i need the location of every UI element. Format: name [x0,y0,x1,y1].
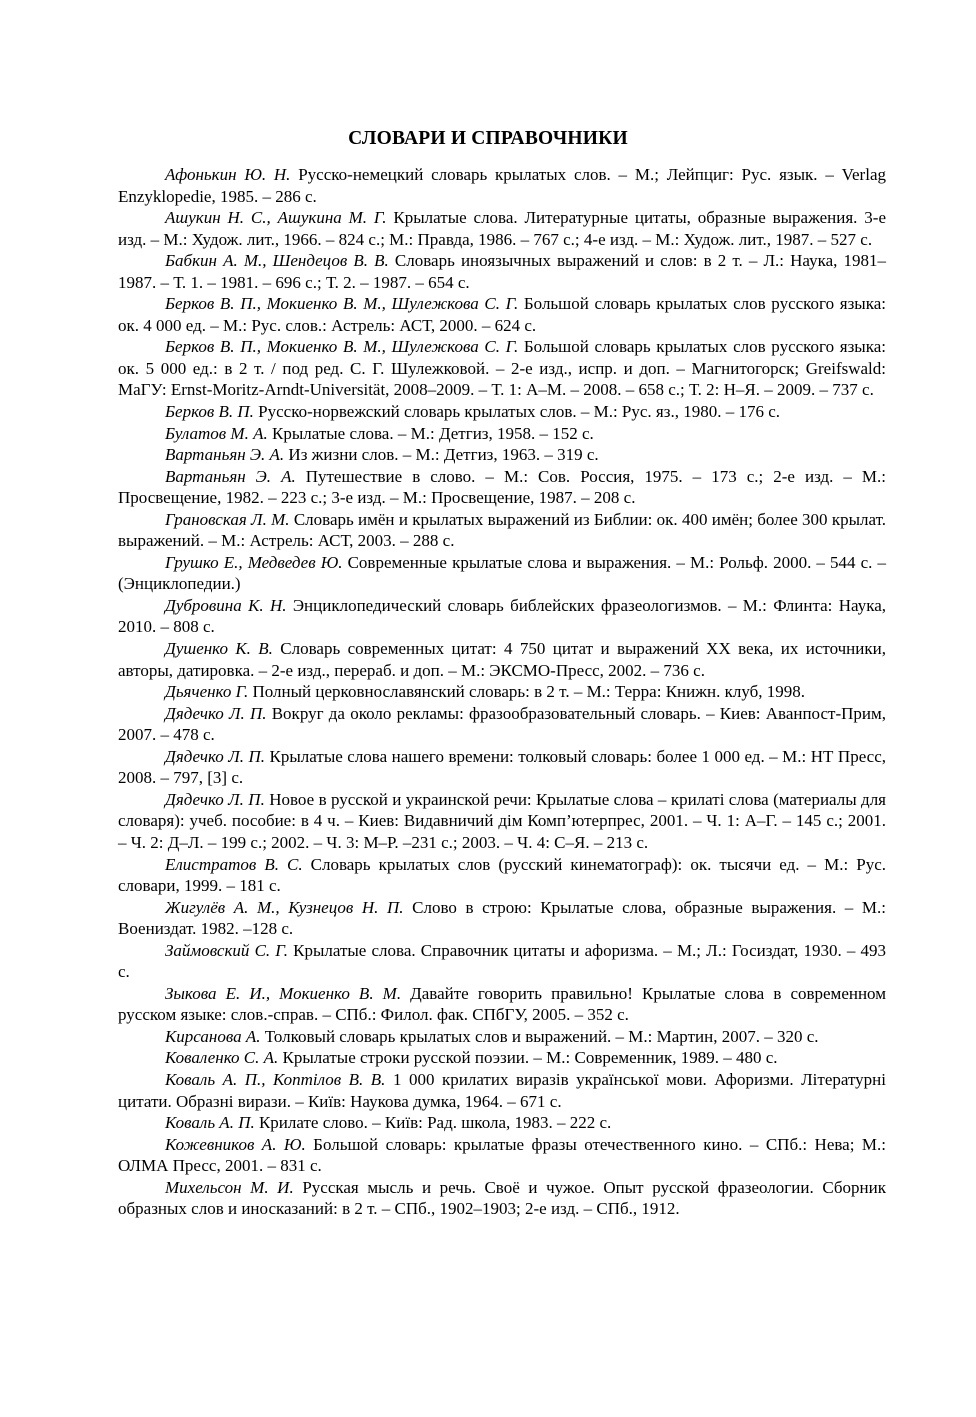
entry-author: Кирсанова А. [165,1026,261,1046]
bibliography-entry [118,293,886,336]
page-title: СЛОВАРИ И СПРАВОЧНИКИ [348,128,628,149]
entry-text: Давайте говорить правильно! Крылатые слова в современном русском языке: слов.-справ. – СПб.: Филол. фак. СПбГУ, 2005. – 352 с. [118,983,886,1025]
entry-author: Елистратов В. С. [165,854,303,874]
entry-author: Берков В. П., Мокиенко В. М., Шулежкова С. Г. [165,337,519,357]
entry-author: Берков В. П. [165,402,254,422]
bibliography-entry [118,703,886,746]
bibliography-entry [118,423,886,445]
bibliography-entry [118,983,886,1026]
entry-author: Дядечко Л. П. [165,789,265,809]
bibliography-entry [118,1112,886,1134]
entry-text: Современные крылатые слова и выражения. – М.: Рольф. 2000. – 544 с. – (Энциклопедии.) [118,552,886,594]
bibliography-entry [118,1047,886,1069]
bibliography-entry [118,552,886,595]
entry-text: Словарь иноязычных выражений и слов: в 2 т. – Л.: Наука, 1981–1987. – Т. 1. – 1981. – 696 с.; Т. 2. – 1987. – 654 с. [118,251,886,292]
bibliography-entry [118,250,886,293]
entry-text: Крилате слово. – Київ: Рад. школа, 1983. – 222 с. [254,1113,612,1133]
entry-text: Большой словарь: крылатые фразы отечественного кино. – СПб.: Нева; М.: ОЛМА Пресс, 2001. – 831 с. [118,1134,886,1176]
entry-author: Дьяченко Г. [165,682,249,702]
entry-author: Коваль А. П., Коптілов В. В. [165,1069,386,1089]
entry-text: Крылатые слова. – М.: Детгиз, 1958. – 152 с. [267,423,594,443]
bibliography-entry [118,746,886,789]
bibliography-entry [118,336,886,401]
bibliography-entry [118,509,886,552]
entry-author: Вартаньян Э. А. [165,466,296,486]
bibliography-entry [118,789,886,854]
entry-author: Коваленко С. А. [165,1048,279,1068]
entry-author: Михельсон М. И. [165,1177,294,1197]
entry-author: Бабкин А. М., Шендецов В. В. [165,251,389,271]
entry-text: Большой словарь крылатых слов русского языка: ок. 5 000 ед.: в 2 т. / под ред. С. Г. Шулежковой. – 2-е изд., испр. и доп. – Магнитогорск; Greifswald: МаГУ: Ernst-Moritz-Arndt-Universität, 2008–2009. – Т. 1: А–М. – 2008. – 658 с.; Т. 2: Н–Я. – 2009. – 737 с. [118,337,886,400]
entry-text: Крылатые строки русской поэзии. – М.: Современник, 1989. – 480 с. [278,1048,778,1068]
bibliography-entry [118,1026,886,1048]
entry-text: Крылатые слова нашего времени: толковый словарь: более 1 000 ед. – М.: НТ Пресс, 2008. – 797, [3] с. [118,746,886,788]
bibliography-entry [118,854,886,897]
entry-text: Русская мысль и речь. Своё и чужое. Опыт русской фразеологии. Сборник образных слов и иносказаний: в 2 т. – СПб., 1902–1903; 2-е изд. – СПб., 1912. [118,1177,886,1219]
entry-author: Берков В. П., Мокиенко В. М., Шулежкова С. Г. [165,294,519,314]
bibliography-entry [118,1177,886,1220]
entry-author: Афонькин Ю. Н. [165,165,291,184]
entry-author: Грушко Е., Медведев Ю. [165,552,343,572]
entry-author: Коваль А. П. [165,1113,255,1133]
entry-text: Энциклопедический словарь библейских фразеологизмов. – М.: Флинта: Наука, 2010. – 808 с. [118,595,886,637]
entry-author: Булатов М. А. [165,423,268,443]
bibliography-entry [118,897,886,940]
entry-text: Крылатые слова. Литературные цитаты, образные выражения. 3-е изд. – М.: Худож. лит., 1966. – 824 с.; М.: Правда, 1986. – 767 с.; 4-е изд. – М.: Худож. лит., 1987. – 527 с. [118,208,886,249]
entry-author: Зыкова Е. И., Мокиенко В. М. [165,983,402,1003]
bibliography-entry [118,1134,886,1177]
entry-text: Словарь крылатых слов (русский кинематограф): ок. тысячи ед. – М.: Рус. словари, 1999. – 181 с. [118,854,886,896]
entry-text: Словарь имён и крылатых выражений из Библии: ок. 400 имён; более 300 крылат. выражений. – М.: Астрель: АСТ, 2003. – 288 с. [118,509,887,551]
entry-author: Вартаньян Э. А. [165,445,285,465]
bibliography-entry [118,681,886,703]
entry-text: Крылатые слова. Справочник цитаты и афоризма. – М.; Л.: Госиздат, 1930. – 493 с. [118,940,886,982]
entry-text: 1 000 крилатих виразів української мови. Афоризми. Літературні цитати. Образні вирази. – Київ: Наукова думка, 1964. – 671 с. [118,1069,886,1111]
entry-text: Новое в русской и украинской речи: Крылатые слова – крилаті слова (материалы для словаря): учеб. пособие: в 4 ч. – Киев: Видавничий дім Комп’ютерпрес, 2001. – Ч. 1: А–Г. – 145 с.; 2001. – Ч. 2: Д–Л. – 199 с.; 2002. – Ч. 3: М–Р. –231 с.; 2003. – Ч. 4: С–Я. – 213 с. [118,789,886,852]
entry-text: Русско-норвежский словарь крылатых слов. – М.: Рус. яз., 1980. – 176 с. [253,402,781,422]
bibliography-entry [118,638,886,681]
entry-author: Дубровина К. Н. [165,595,287,615]
entry-text: Большой словарь крылатых слов русского языка: ок. 4 000 ед. – М.: Рус. слов.: Астрель: АСТ, 2000. – 624 с. [118,294,886,335]
bibliography-list [118,164,886,1220]
entry-text: Вокруг да около рекламы: фразообразовательный словарь. – Киев: Аванпост-Прим, 2007. – 478 с. [118,703,886,745]
bibliography-entry [118,401,886,423]
bibliography-entry [118,207,886,250]
entry-author: Душенко К. В. [165,639,273,659]
entry-text: Русско-немецкий словарь крылатых слов. – М.; Лейпциг: Рус. язык. – Verlag Enzyklopedie, 1985. – 286 с. [118,165,886,206]
entry-author: Займовский С. Г. [165,940,288,960]
entry-author: Дядечко Л. П. [165,746,266,766]
bibliography-entry [118,444,886,466]
entry-text: Слово в строю: Крылатые слова, образные выражения. – М.: Воениздат. 1982. –128 с. [118,897,886,939]
bibliography-entry [118,164,886,207]
entry-author: Дядечко Л. П. [165,703,267,723]
entry-text: Путешествие в слово. – М.: Сов. Россия, 1975. – 173 с.; 2-е изд. – М.: Просвещение, 1982. – 223 с.; 3-е изд. – М.: Просвещение, 1987. – 208 с. [118,466,886,508]
entry-text: Словарь современных цитат: 4 750 цитат и выражений XX века, их источники, авторы, датировка. – 2-е изд., перераб. и доп. – М.: ЭКСМО-Пресс, 2002. – 736 с. [118,639,886,680]
bibliography-entry [118,940,886,983]
entry-author: Жигулёв А. М., Кузнецов Н. П. [165,897,404,917]
entry-text: Полный церковнославянский словарь: в 2 т. – М.: Терра: Книжн. клуб, 1998. [248,682,805,702]
entry-text: Толковый словарь крылатых слов и выражений. – М.: Мартин, 2007. – 320 с. [260,1026,819,1046]
bibliography-entry [118,595,886,638]
entry-author: Грановская Л. М. [165,509,290,529]
entry-author: Кожевников А. Ю. [165,1134,306,1154]
entry-text: Из жизни слов. – М.: Детгиз, 1963. – 319 с. [284,445,599,465]
bibliography-entry [118,466,886,509]
entry-author: Ашукин Н. С., Ашукина М. Г. [165,208,387,228]
bibliography-entry [118,1069,886,1112]
